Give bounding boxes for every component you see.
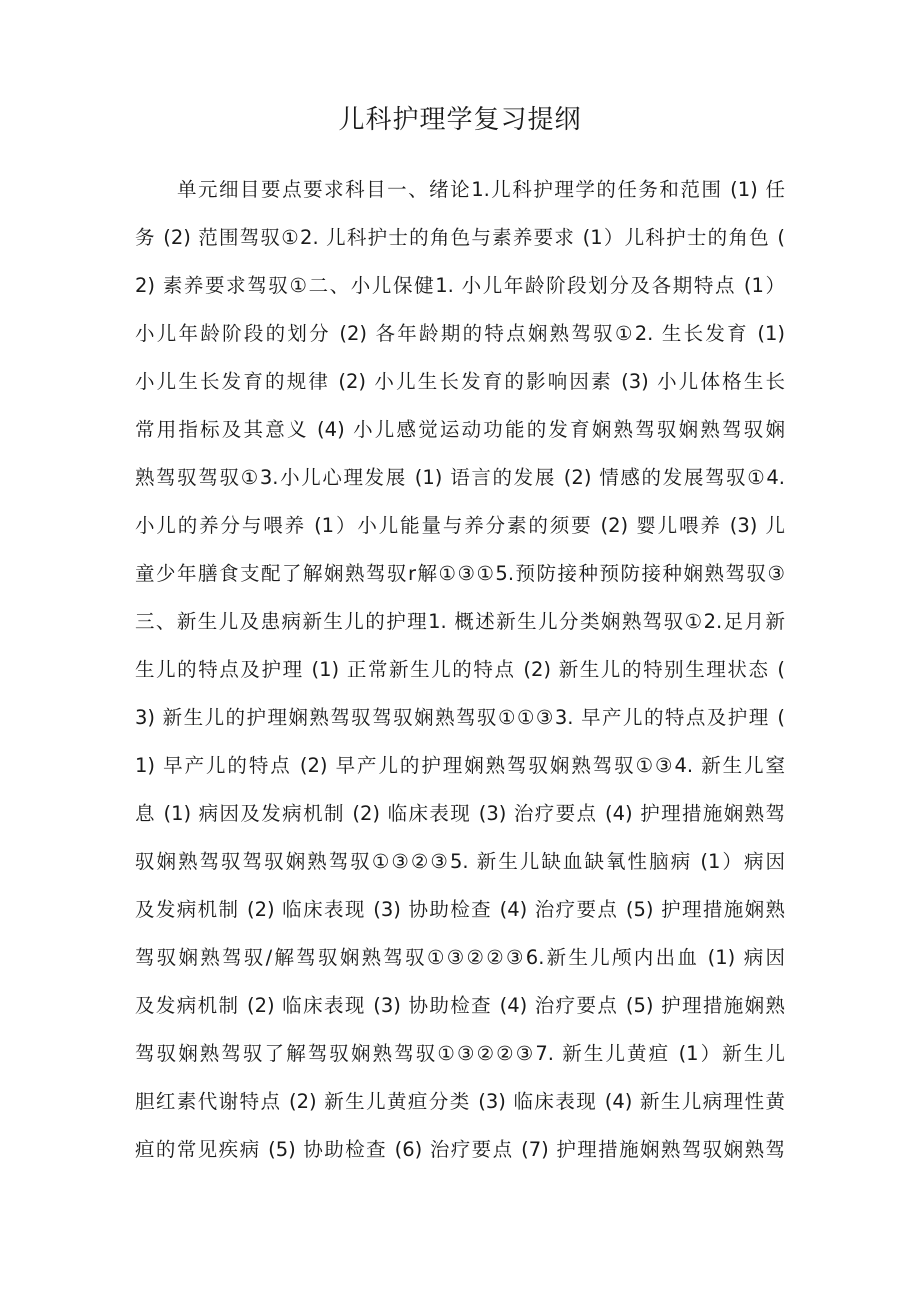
paragraph-line: 驭娴熟驾驭驾驭娴熟驾驭①③②③5. 新生儿缺血缺氧性脑病 (1）病因 [135, 850, 785, 873]
paragraph-line: 3) 新生儿的护理娴熟驾驭驾驭娴熟驾驭①①③3. 早产儿的特点及护理 ( [135, 706, 785, 729]
paragraph-line: 务 (2) 范围驾驭①2. 儿科护士的角色与素养要求 (1）儿科护士的角色 ( [135, 226, 785, 249]
paragraph-line: 童少年膳食支配了解娴熟驾驭r解①③①5.预防接种预防接种娴熟驾驭③ [135, 562, 785, 585]
paragraph-line: 及发病机制 (2) 临床表现 (3) 协助检查 (4) 治疗要点 (5) 护理措施娴熟 [135, 994, 785, 1017]
document-title: 儿科护理学复习提纲 [338, 105, 582, 135]
paragraph-line: 三、新生儿及患病新生儿的护理1. 概述新生儿分类娴熟驾驭①2.足月新 [135, 610, 785, 633]
paragraph-line: 息 (1) 病因及发病机制 (2) 临床表现 (3) 治疗要点 (4) 护理措施娴熟驾 [135, 802, 785, 825]
paragraph-line: 驾驭娴熟驾驭了解驾驭娴熟驾驭①③②②③7. 新生儿黄疸 (1）新生儿 [135, 1042, 785, 1065]
paragraph-line: 及发病机制 (2) 临床表现 (3) 协助检查 (4) 治疗要点 (5) 护理措施娴熟 [135, 898, 785, 921]
document-body [135, 170, 785, 1178]
paragraph-line: 胆红素代谢特点 (2) 新生儿黄疸分类 (3) 临床表现 (4) 新生儿病理性黄 [135, 1090, 785, 1113]
paragraph-line: 熟驾驭驾驭①3.小儿心理发展 (1) 语言的发展 (2) 情感的发展驾驭①4. [135, 466, 785, 489]
paragraph-line: 驾驭娴熟驾驭/解驾驭娴熟驾驭①③②②③6.新生儿颅内出血 (1) 病因 [135, 946, 785, 969]
paragraph-line: 单元细目要点要求科目一、绪论1.儿科护理学的任务和范围 (1) 任 [177, 178, 785, 201]
paragraph-line: 小儿年龄阶段的划分 (2) 各年龄期的特点娴熟驾驭①2. 生长发育 (1) [135, 322, 785, 345]
paragraph-line: 小儿生长发育的规律 (2) 小儿生长发育的影响因素 (3) 小儿体格生长 [135, 370, 785, 393]
paragraph-line: 常用指标及其意义 (4) 小儿感觉运动功能的发育娴熟驾驭娴熟驾驭娴 [135, 418, 785, 441]
paragraph-line: 小儿的养分与喂养 (1）小儿能量与养分素的须要 (2) 婴儿喂养 (3) 儿 [135, 514, 785, 537]
paragraph-line: 2) 素养要求驾驭①二、小儿保健1. 小儿年龄阶段划分及各期特点 (1） [135, 274, 785, 297]
paragraph-line: 生儿的特点及护理 (1) 正常新生儿的特点 (2) 新生儿的特别生理状态 ( [135, 658, 785, 681]
paragraph-line: 1) 早产儿的特点 (2) 早产儿的护理娴熟驾驭娴熟驾驭①③4. 新生儿窒 [135, 754, 785, 777]
paragraph-line: 疸的常见疾病 (5) 协助检查 (6) 治疗要点 (7) 护理措施娴熟驾驭娴熟驾 [135, 1138, 785, 1161]
